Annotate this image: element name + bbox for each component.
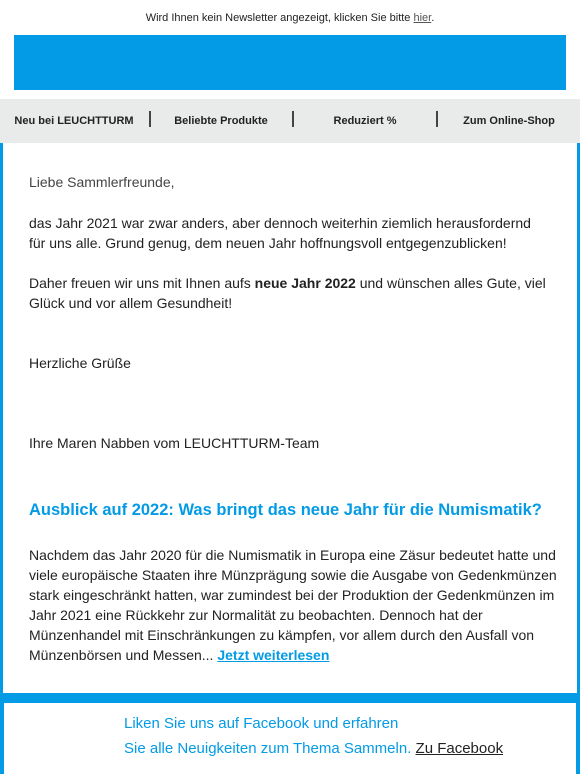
article-body [29,545,559,665]
nav-item-online-shop[interactable]: Zum Online-Shop [463,115,555,127]
p2-text: Daher freuen wir uns mit Ihnen aufs [29,275,255,291]
facebook-box [4,703,576,774]
p2-bold: neue Jahr 2022 [254,275,356,291]
newsletter-notice [0,0,580,34]
read-more-link[interactable]: Jetzt weiterlesen [217,647,330,663]
nav-bar [0,99,580,143]
nav-item-neu[interactable]: Neu bei LEUCHTTURM [14,115,134,127]
article-headline: Ausblick auf 2022: Was bringt das neue Jahr für die Numismatik? [29,501,542,519]
letter-paragraph-1: das Jahr 2021 war zwar anders, aber dennoch weiterhin ziemlich herausfordernd für uns alle. Grund genug, dem neuen Jahr hoffnungsvoll entgegenzublicken! [29,215,531,251]
nav-separator [292,111,294,127]
facebook-link[interactable]: Zu Facebook [415,740,504,757]
p2-text-end: und wünschen alles Gute, viel Glück und vor allem Gesundheit! [29,275,546,311]
header-banner [14,35,566,90]
facebook-line-2 [124,736,564,761]
nav-item-reduziert[interactable]: Reduziert % [333,115,397,127]
facebook-line-1: Liken Sie uns auf Facebook und erfahren [124,715,399,732]
article-text: Nachdem das Jahr 2020 für die Numismatik in Europa eine Zäsur bedeutet hatte und viele europäische Staaten ihre Münzprägung sowie die Ausgabe von Gedenkmünzen stark eingeschränkt hatten, war zumindest bei der Produktion der Gedenkmünzen im Jahr 2021 eine Rückkehr zur Normalität zu beobachten. Dennoch hat der Münzenhandel mit Einschränkungen zu kämpfen, vor allem durch den Ausfall von Münzenbörsen und Messen... [29,547,557,663]
facebook-line-2-text: Sie alle Neuigkeiten zum Thema Sammeln. [124,740,416,757]
main-content [0,143,580,693]
nav-item-beliebte-produkte[interactable]: Beliebte Produkte [174,115,268,127]
greeting: Liebe Sammlerfreunde, [29,174,175,190]
notice-punctuation: . [431,12,435,24]
facebook-text [124,711,564,761]
nav-separator [436,111,438,127]
notice-text: Wird Ihnen kein Newsletter angezeigt, klicken Sie bitte [145,12,414,24]
view-online-link[interactable]: hier [413,12,432,24]
letter-paragraph-2 [29,273,549,313]
closing: Herzliche Grüße [29,355,131,371]
nav-separator [149,111,151,127]
signature: Ihre Maren Nabben vom LEUCHTTURM-Team [29,435,320,451]
facebook-footer [0,693,580,774]
